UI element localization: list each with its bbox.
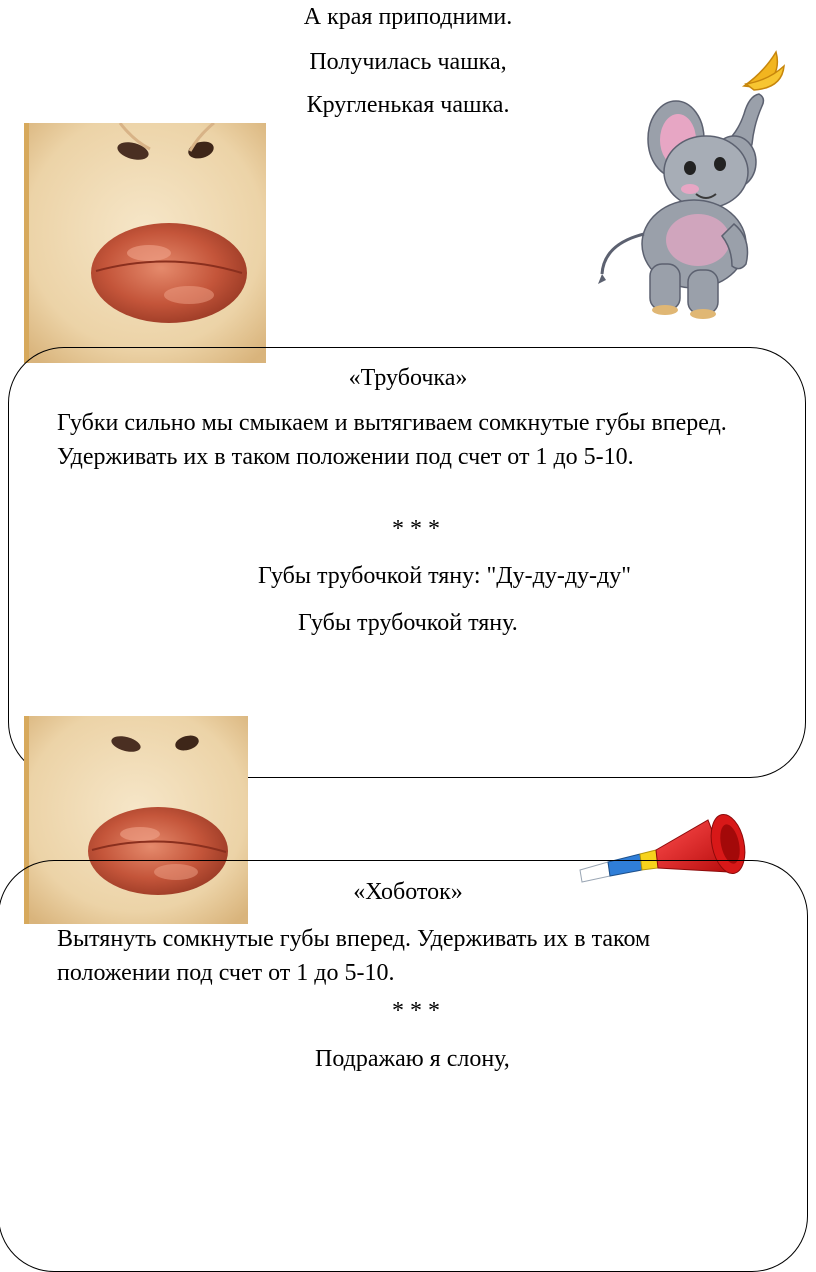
verse-line-3: Подражаю я слону,: [315, 1046, 510, 1072]
verse-separator-1: * * *: [392, 516, 440, 542]
elephant-illustration: [594, 44, 794, 322]
exercise-description-trubochka: Губки сильно мы смыкаем и вытягиваем сомкнутые губы вперед. Удерживать их в таком положении под счет от 1 до 5-10.: [57, 410, 727, 470]
poem-line-3: Кругленькая чашка.: [306, 92, 510, 118]
lips-photo-1: [24, 123, 266, 363]
verse-separator-2: * * *: [392, 998, 440, 1024]
exercise-title-khobotok: «Хоботок»: [353, 879, 463, 905]
exercise-title-trubochka: «Трубочка»: [348, 365, 468, 391]
poem-line-2: Получилась чашка,: [309, 49, 507, 75]
verse-line-1: Губы трубочкой тяну: "Ду-ду-ду-ду": [258, 563, 632, 589]
poem-line-1: А края приподними.: [303, 4, 513, 30]
exercise-description-khobotok: Вытянуть сомкнутые губы вперед. Удерживать их в таком положении под счет от 1 до 5-10.: [57, 926, 651, 986]
verse-line-2: Губы трубочкой тяну.: [298, 610, 518, 636]
